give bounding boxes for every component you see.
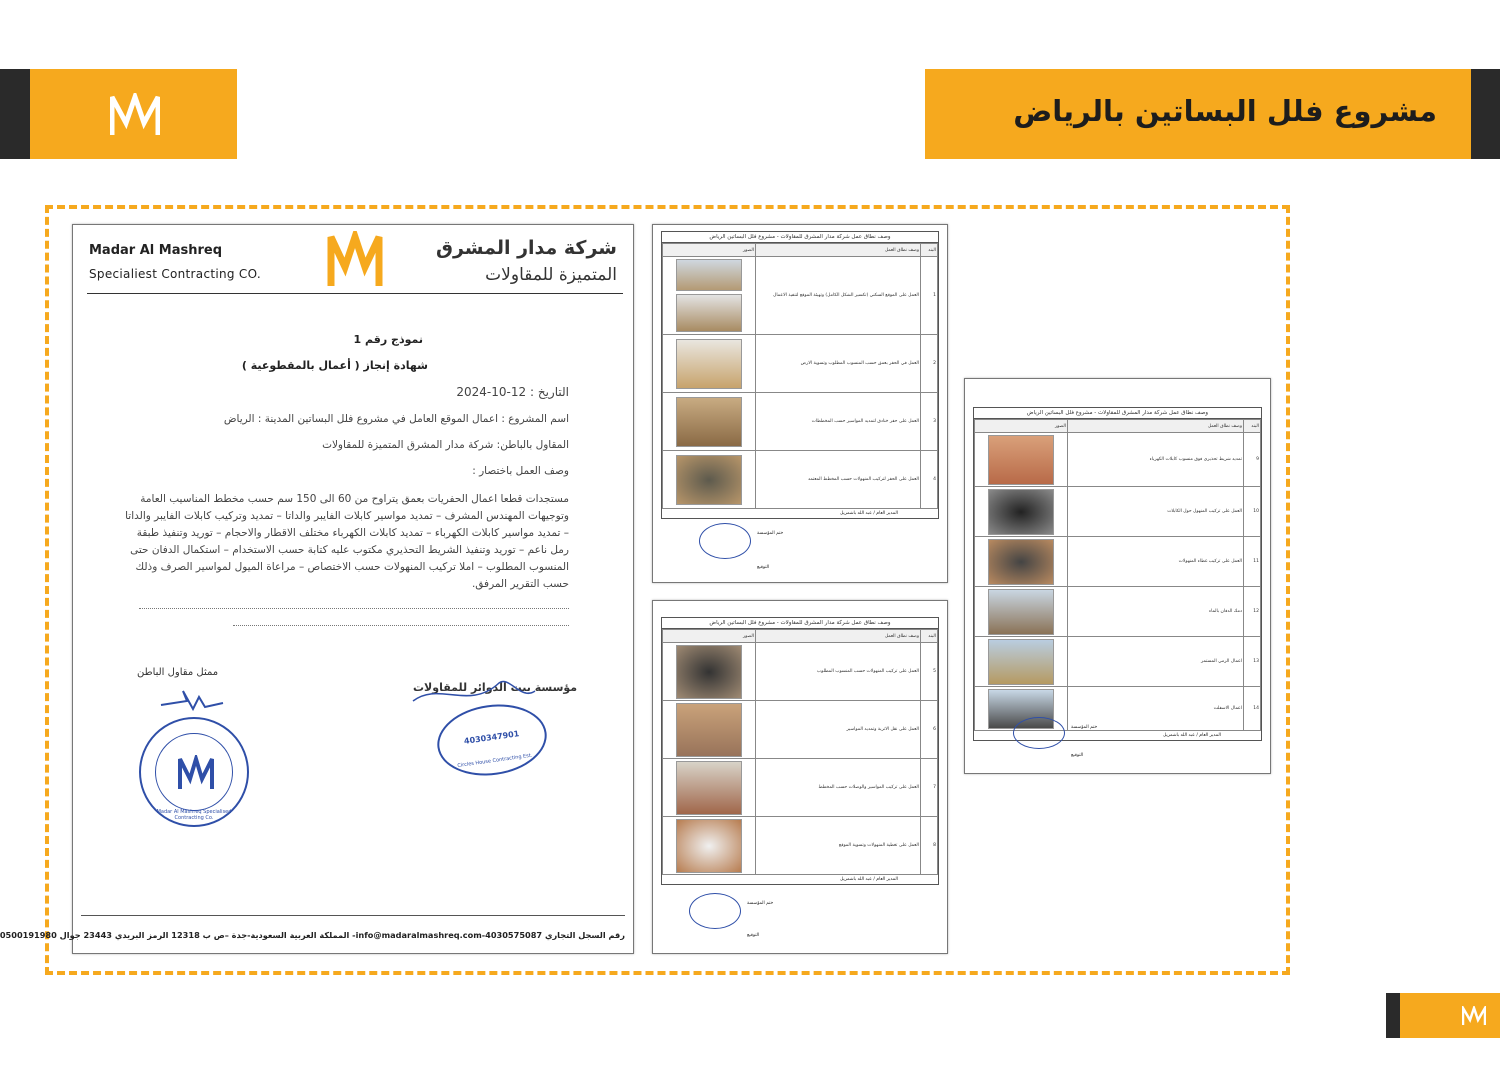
report-stamp <box>1013 717 1065 749</box>
row-desc: العمل على نقل الاتربة وتمديد المواسير <box>756 701 921 759</box>
row-photo <box>663 643 756 701</box>
table-row <box>663 335 938 393</box>
work-line: المنسوب المطلوب – املا تركيب المنهولات حسب الاختصاص – مراعاة الميول لمواسير الصرف وذلك <box>135 561 569 573</box>
footer-divider <box>81 915 625 916</box>
stamp-left-text: Madar Al Mashreq Specialised Contracting Co. <box>156 809 232 821</box>
header-title-bar <box>925 69 1471 159</box>
row-no: 3 <box>921 393 938 451</box>
row-no: 12 <box>1244 587 1261 637</box>
certificate-letter <box>0 224 634 954</box>
row-photo <box>975 433 1068 487</box>
company-name-ar-2: المتميزة للمقاولات <box>485 265 617 285</box>
report-org: ختم المؤسسة <box>747 901 774 906</box>
row-photo <box>663 759 756 817</box>
row-no: 4 <box>921 451 938 509</box>
row-desc: دمك الدفان بالماء <box>1068 587 1244 637</box>
row-no: 14 <box>1244 687 1261 731</box>
col-no: البند <box>921 630 938 643</box>
table-row <box>975 433 1261 487</box>
row-desc: تمديد شريط تحذيري فوق منسوب كابلات الكهرباء <box>1068 433 1244 487</box>
stamp-right-text: Circles House Contracting Est. <box>457 752 533 770</box>
report-page-3 <box>964 378 1271 774</box>
report-org: ختم المؤسسة <box>1071 725 1098 730</box>
row-desc: العمل على الحفر لتركيب المنهولات حسب المخطط المعتمد <box>756 451 921 509</box>
report-title: وصف نطاق عمل شركة مدار المشرق للمقاولات - مشروع فلل البساتين الرياض <box>662 618 938 629</box>
footer-dark-strip <box>1386 993 1400 1038</box>
row-no: 10 <box>1244 487 1261 537</box>
row-desc: العمل على تركيب المواسير والوصلات حسب المخطط <box>756 759 921 817</box>
letter-footer: رقم السجل التجاري 4030575087-info@madaralmashreq.com- المملكة العربية السعودية-جدة –ص ب 12318 الرمز البريدي 23443 جوال 0500191980 <box>0 930 625 940</box>
report-sig: التوقيع <box>1071 753 1084 758</box>
table-row <box>663 701 938 759</box>
table-row <box>663 759 938 817</box>
report-title: وصف نطاق عمل شركة مدار المشرق للمقاولات - مشروع فلل البساتين الرياض <box>974 408 1261 419</box>
row-no: 11 <box>1244 537 1261 587</box>
row-desc: اعمال الاسفلت <box>1068 687 1244 731</box>
row-desc: العمل على الموقع السكني (تكسير الشكل الكامل) وتهيئة الموقع لتنفيذ الاعمال <box>756 257 921 335</box>
work-line: مستجدات قطعا اعمال الحفريات بعمق يتراوح من 60 الى 150 سم حسب مخطط المناسيب العامة <box>140 493 569 505</box>
table-row <box>663 643 938 701</box>
col-photos: الصور <box>663 630 756 643</box>
mm-logo-icon <box>110 93 160 137</box>
header-left-logo-box <box>30 69 237 159</box>
project-title: مشروع فلل البساتين بالرياض <box>1013 94 1437 128</box>
header-right-dark-strip <box>1471 69 1500 159</box>
report-page-1 <box>652 224 948 583</box>
row-photo <box>663 701 756 759</box>
work-line: – تمديد مواسير كابلات الكهرباء – تمديد كابلات الكهرباء مختلف الاقطار والاحجام – توريد وتنفيذ طبقة <box>136 527 569 539</box>
row-desc: العمل على تركيب المنهول حول الكابلات <box>1068 487 1244 537</box>
row-no: 8 <box>921 817 938 875</box>
report-sig: التوقيع <box>747 933 760 938</box>
row-photo <box>975 537 1068 587</box>
row-no: 1 <box>921 257 938 335</box>
report-table <box>974 419 1261 731</box>
table-row <box>975 587 1261 637</box>
row-photo <box>975 487 1068 537</box>
dotted-line <box>233 625 569 626</box>
table-row <box>975 637 1261 687</box>
row-photo <box>663 257 756 335</box>
letter-project-name: اسم المشروع : اعمال الموقع العامل في مشروع فلل البساتين المدينة : الرياض <box>223 413 569 425</box>
letter-date: التاريخ : 12-10-2024 <box>456 385 569 399</box>
certificate-title: شهادة إنجاز ( أعمال بالمقطوعية ) <box>241 359 428 372</box>
col-desc: وصف نطاق العمل <box>1068 420 1244 433</box>
signature-left <box>157 687 227 715</box>
report-org: ختم المؤسسة <box>757 531 784 536</box>
row-photo <box>663 335 756 393</box>
signature-right <box>409 671 539 715</box>
dotted-line <box>139 608 569 609</box>
col-photos: الصور <box>975 420 1068 433</box>
row-photo <box>975 587 1068 637</box>
work-desc-label: وصف العمل باختصار : <box>472 465 569 477</box>
footer-mm-logo-icon <box>1462 1006 1486 1026</box>
row-no: 5 <box>921 643 938 701</box>
row-photo <box>663 451 756 509</box>
company-name-en-2: Specialiest Contracting CO. <box>89 267 261 281</box>
col-desc: وصف نطاق العمل <box>756 244 921 257</box>
table-row <box>975 487 1261 537</box>
report-sign: المدير العام / عبد الله باشمريل <box>1162 733 1221 738</box>
form-number: نموذج رقم 1 <box>353 333 423 346</box>
report-sign: المدير العام / عبد الله باشمريل <box>839 511 898 516</box>
row-desc: العمل على حفر خنادق لتمديد المواسير حسب المخططات <box>756 393 921 451</box>
row-no: 13 <box>1244 637 1261 687</box>
letter-logo-icon <box>327 231 383 289</box>
report-table <box>662 629 938 875</box>
work-description <box>125 491 569 593</box>
row-photo <box>663 393 756 451</box>
report-stamp <box>699 523 751 559</box>
work-line: حسب التقرير المرفق. <box>471 578 569 590</box>
row-no: 2 <box>921 335 938 393</box>
table-row <box>663 257 938 335</box>
table-row <box>663 393 938 451</box>
row-desc: العمل في الحفر بعمق حسب المنسوب المطلوب وتسوية الارض <box>756 335 921 393</box>
stamp-logo-icon <box>177 755 215 791</box>
org-name: مؤسسة بيت الدوائر للمقاولات <box>413 681 578 694</box>
work-line: رمل ناعم – توريد وتنفيذ الشريط التحذيري مكتوب عليه كتابة حسب الاستخدام – استكمال الدفان حتى <box>130 544 569 556</box>
header-divider <box>87 293 623 294</box>
row-photo <box>663 817 756 875</box>
row-no: 9 <box>1244 433 1261 487</box>
report-sign: المدير العام / عبد الله باشمريل <box>839 877 898 882</box>
col-no: البند <box>1244 420 1261 433</box>
row-desc: اعمال الرمي المستمر <box>1068 637 1244 687</box>
col-photos: الصور <box>663 244 756 257</box>
row-photo <box>975 637 1068 687</box>
report-stamp <box>689 893 741 929</box>
report-title: وصف نطاق عمل شركة مدار المشرق للمقاولات - مشروع فلل البساتين الرياض <box>662 232 938 243</box>
table-row <box>663 451 938 509</box>
row-no: 7 <box>921 759 938 817</box>
row-desc: العمل على تغطية المنهولات وتسوية الموقع <box>756 817 921 875</box>
company-name-en-1: Madar Al Mashreq <box>89 243 223 258</box>
subcontractor-rep-label: ممثل مقاول الباطن <box>137 667 219 678</box>
table-row <box>663 817 938 875</box>
stamp-right-cr: 4030347901 <box>463 729 520 746</box>
report-sig: التوقيع <box>757 565 770 570</box>
footer-logo-box <box>1400 993 1500 1038</box>
col-desc: وصف نطاق العمل <box>756 630 921 643</box>
report-table <box>662 243 938 509</box>
work-line: وتوجيهات المهندس المشرف – تمديد مواسير كابلات الفايبر والداتا – تمديد وتركيب كابلات الفايبر والداتا <box>125 510 569 522</box>
col-no: البند <box>921 244 938 257</box>
company-name-ar-1: شركة مدار المشرق <box>435 237 617 259</box>
report-page-2 <box>652 600 948 954</box>
table-row <box>975 537 1261 587</box>
row-desc: العمل على تركيب غطاء المنهولات <box>1068 537 1244 587</box>
header-left-dark-strip <box>0 69 30 159</box>
row-desc: العمل على تركيب المنهولات حسب المنسوب المطلوب <box>756 643 921 701</box>
row-no: 6 <box>921 701 938 759</box>
stamp-left <box>139 717 249 827</box>
letter-subcontractor: المقاول بالباطن: شركة مدار المشرق المتميزة للمقاولات <box>322 439 569 451</box>
